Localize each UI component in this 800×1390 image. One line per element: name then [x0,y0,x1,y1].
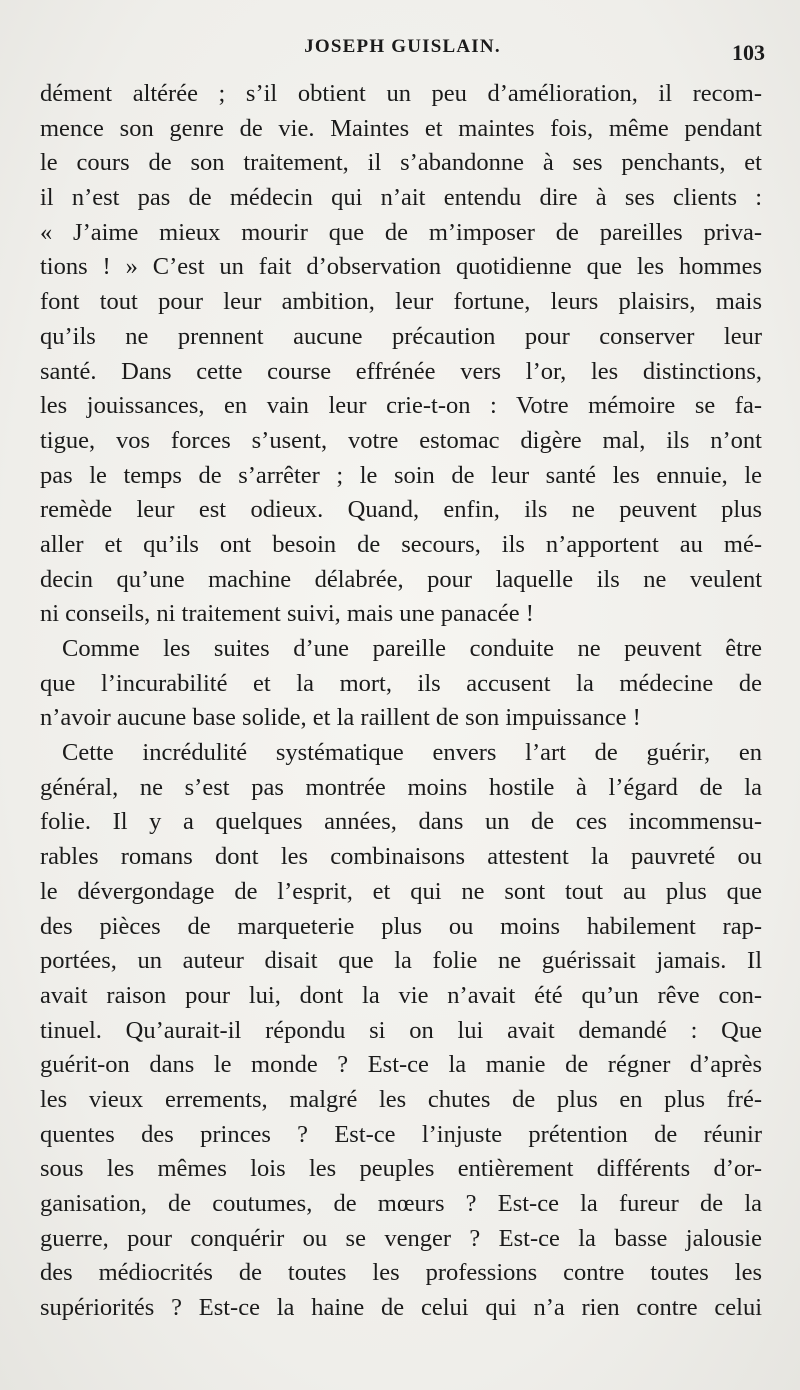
text-line: portées, un auteur disait que la folie ne guérissait jamais. Il [40,947,762,975]
paragraph-start-line: Cette incrédulité systématique envers l’art de guérir, en [62,739,762,767]
text-line: général, ne s’est pas montrée moins hostile à l’égard de la [40,773,762,801]
text-line: tigue, vos forces s’usent, votre estomac digère mal, ils n’ont [40,426,762,454]
text-line: tinuel. Qu’aurait-il répondu si on lui avait demandé : Que [40,1016,762,1044]
paragraph-start-line: Comme les suites d’une pareille conduite ne peuvent être [62,635,762,662]
text-line: supériorités ? Est-ce la haine de celui qui n’a rien contre celui [40,1294,762,1322]
text-line: que l’incurabilité et la mort, ils accusent la médecine de [40,669,762,697]
text-line: des médiocrités de toutes les professions contre toutes les [40,1259,762,1287]
text-line: guérit-on dans le monde ? Est-ce la manie de régner d’après [40,1051,762,1079]
text-line: tions ! » C’est un fait d’observation quotidienne que les hommes [40,253,762,281]
text-line: sous les mêmes lois les peuples entièrement différents d’or- [40,1155,762,1183]
text-line: il n’est pas de médecin qui n’ait entendu dire à ses clients : [40,184,762,212]
text-line: le cours de son traitement, il s’abandonne à ses penchants, et [40,149,762,177]
page-header [40,28,765,68]
text-line: decin qu’une machine délabrée, pour laquelle ils ne veulent [40,565,762,593]
text-line: ni conseils, ni traitement suivi, mais une panacée ! [40,600,534,628]
text-line: font tout pour leur ambition, leur fortune, leurs plaisirs, mais [40,288,762,316]
text-line: remède leur est odieux. Quand, enfin, ils ne peuvent plus [40,496,762,524]
text-line: dément altérée ; s’il obtient un peu d’amélioration, il recom- [40,80,762,107]
text-line: aller et qu’ils ont besoin de secours, ils n’apportent au mé- [40,530,762,558]
body-text [40,77,762,1326]
text-line: folie. Il y a quelques années, dans un de ces incommensu- [40,808,762,836]
text-line: des pièces de marqueterie plus ou moins habilement rap- [40,912,762,940]
page-number: 103 [732,40,765,65]
text-line: qu’ils ne prennent aucune précaution pour conserver leur [40,322,762,350]
text-line: les jouissances, en vain leur crie-t-on : Votre mémoire se fa- [40,392,762,420]
text-line: ganisation, de coutumes, de mœurs ? Est-ce la fureur de la [40,1190,762,1217]
text-line: pas le temps de s’arrêter ; le soin de leur santé les ennuie, le [40,461,762,489]
running-title: JOSEPH GUISLAIN. [304,36,501,57]
text-line: quentes des princes ? Est-ce l’injuste prétention de réunir [40,1120,762,1148]
text-line: mence son genre de vie. Maintes et maintes fois, même pendant [40,114,762,142]
text-line: rables romans dont les combinaisons attestent la pauvreté ou [40,843,762,871]
text-line: le dévergondage de l’esprit, et qui ne sont tout au plus que [40,877,762,905]
text-line: guerre, pour conquérir ou se venger ? Est-ce la basse jalousie [40,1224,762,1252]
text-line: santé. Dans cette course effrénée vers l’or, les distinctions, [40,357,762,385]
text-line: n’avoir aucune base solide, et la raillent de son impuissance ! [40,704,641,732]
text-line: « J’aime mieux mourir que de m’imposer de pareilles priva- [40,218,762,246]
text-line: les vieux errements, malgré les chutes de plus en plus fré- [40,1085,762,1113]
text-line: avait raison pour lui, dont la vie n’avait été qu’un rêve con- [40,981,762,1009]
